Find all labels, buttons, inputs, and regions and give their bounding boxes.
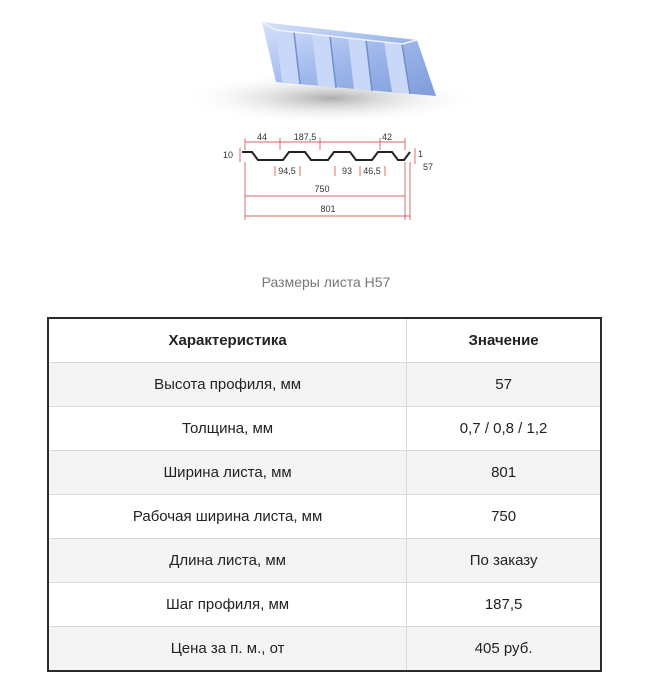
- product-illustration: [0, 0, 652, 235]
- row-label: Шаг профиля, мм: [48, 583, 407, 627]
- row-label: Толщина, мм: [48, 407, 407, 451]
- row-label: Цена за п. м., от: [48, 627, 407, 672]
- dim-1: 1: [418, 149, 424, 159]
- row-value: 57: [407, 363, 601, 407]
- dim-42: 42: [381, 132, 393, 142]
- row-label: Длина листа, мм: [48, 539, 407, 583]
- dim-187-5: 187,5: [293, 132, 317, 142]
- dim-93: 93: [341, 166, 353, 176]
- column-header-characteristic: Характеристика: [48, 318, 407, 363]
- row-value: По заказу: [407, 539, 601, 583]
- dim-801: 801: [320, 204, 336, 214]
- dim-10: 10: [222, 150, 233, 160]
- row-value: 0,7 / 0,8 / 1,2: [407, 407, 601, 451]
- row-value: 750: [407, 495, 601, 539]
- dim-750: 750: [314, 184, 330, 194]
- table-row: [48, 363, 601, 407]
- row-label: Ширина листа, мм: [48, 451, 407, 495]
- row-value: 801: [407, 451, 601, 495]
- dim-44: 44: [256, 132, 268, 142]
- row-label: Высота профиля, мм: [48, 363, 407, 407]
- profile-outline: [242, 152, 410, 160]
- dim-57: 57: [423, 162, 434, 172]
- table-row: [48, 451, 601, 495]
- sheet-drawing: [0, 0, 652, 235]
- table-row: [48, 583, 601, 627]
- row-value: 187,5: [407, 583, 601, 627]
- specifications-table: [47, 317, 602, 672]
- table-row: [48, 495, 601, 539]
- row-value: 405 руб.: [407, 627, 601, 672]
- table-header-row: [48, 318, 601, 363]
- table-row: [48, 627, 601, 672]
- dim-46-5: 46,5: [363, 166, 381, 176]
- dim-94-5: 94,5: [278, 166, 296, 176]
- profile-dimension-drawing: [223, 132, 433, 220]
- image-caption: Размеры листа Н57: [261, 274, 391, 290]
- column-header-value: Значение: [407, 318, 601, 363]
- row-label: Рабочая ширина листа, мм: [48, 495, 407, 539]
- table-row: [48, 539, 601, 583]
- table-row: [48, 407, 601, 451]
